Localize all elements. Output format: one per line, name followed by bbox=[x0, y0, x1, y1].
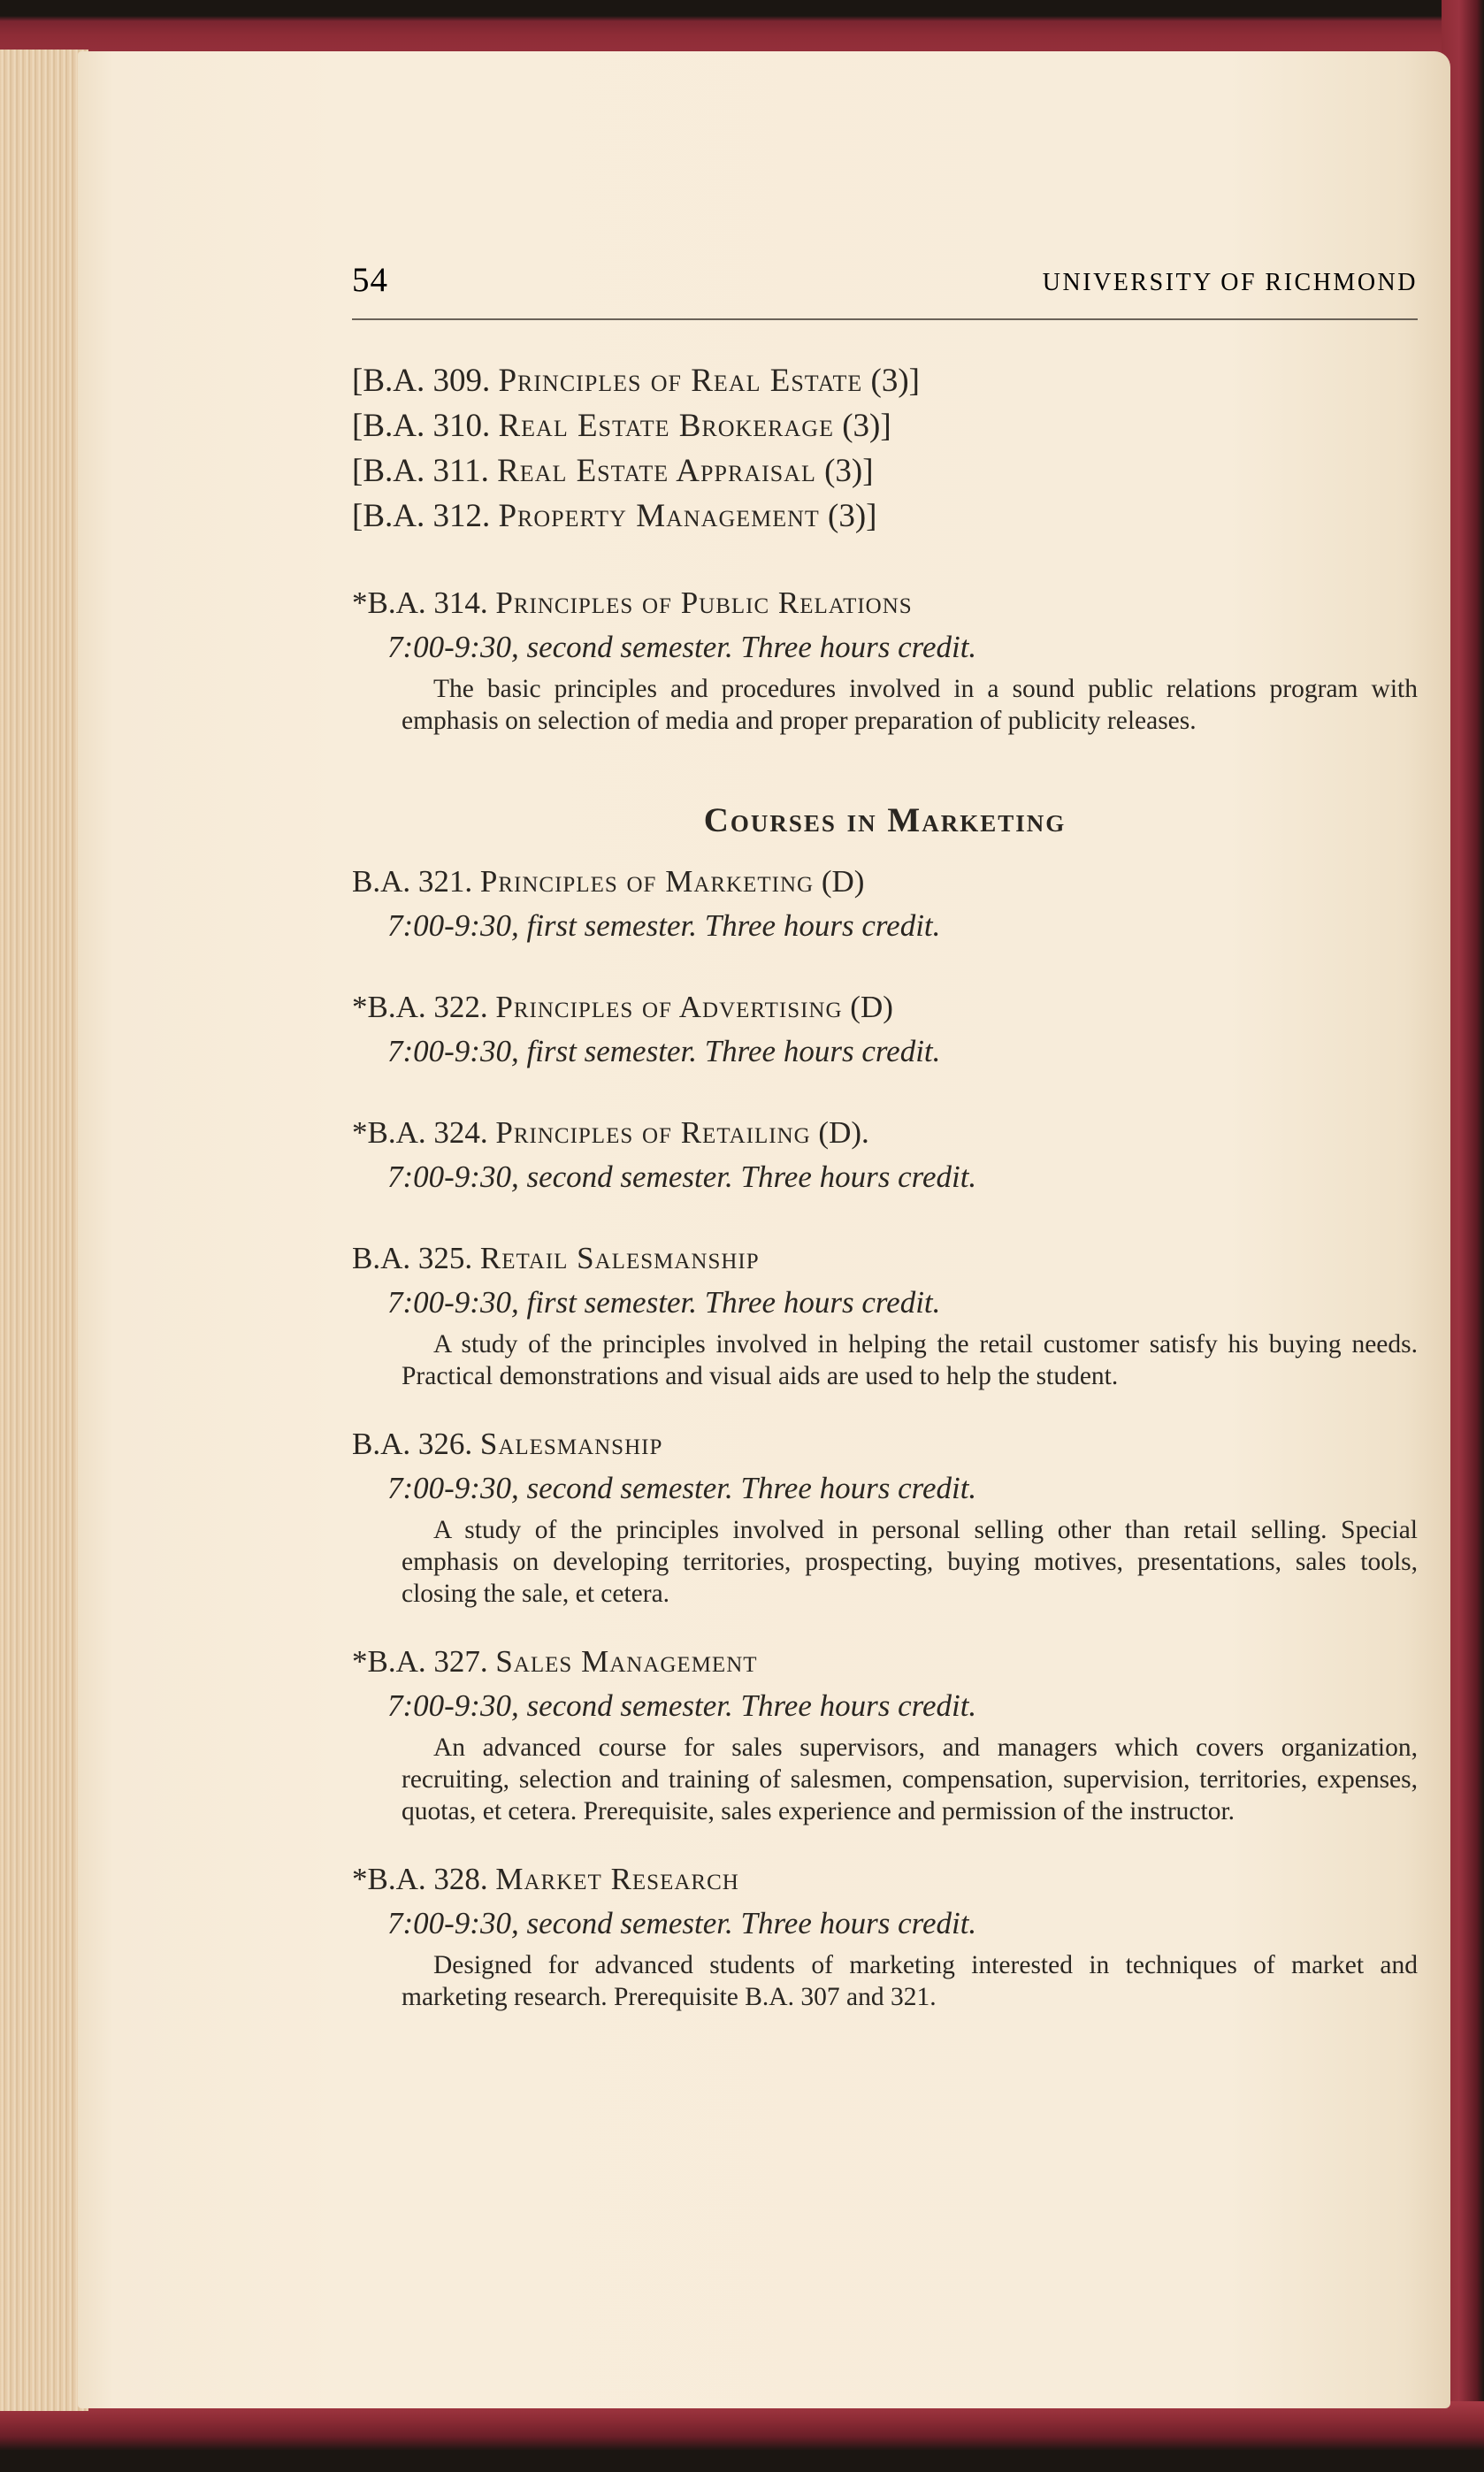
course-schedule: 7:00-9:30, second semester. Three hours credit. bbox=[387, 1688, 977, 1723]
page-edges bbox=[0, 50, 88, 2411]
course-entry bbox=[352, 1640, 1418, 1827]
course-heading bbox=[352, 1640, 1418, 1684]
section-heading: Courses in Marketing bbox=[703, 801, 1067, 839]
course-title: Principles of Retailing bbox=[495, 1115, 811, 1150]
course-schedule: 7:00-9:30, second semester. Three hours credit. bbox=[387, 1471, 977, 1505]
running-title: UNIVERSITY OF RICHMOND bbox=[1042, 269, 1418, 296]
course-heading bbox=[352, 985, 1418, 1029]
course-number: B.A. 321. bbox=[352, 864, 473, 899]
book-cover-bottom bbox=[0, 2401, 1484, 2472]
course-number: [B.A. 312. bbox=[352, 498, 491, 534]
course-title: Retail Salesmanship bbox=[479, 1241, 760, 1275]
bracketed-course-list bbox=[352, 358, 1418, 539]
course-title: Market Research bbox=[495, 1862, 739, 1896]
course-number: *B.A. 314. bbox=[352, 585, 488, 620]
bracketed-course bbox=[352, 494, 1418, 539]
course-number: *B.A. 328. bbox=[352, 1862, 488, 1896]
course-entry bbox=[352, 1236, 1418, 1392]
course-heading bbox=[352, 581, 1418, 625]
course-title: Salesmanship bbox=[479, 1427, 663, 1461]
course-suffix: (D) bbox=[821, 864, 865, 899]
course-heading bbox=[352, 1422, 1418, 1466]
course-heading bbox=[352, 1236, 1418, 1281]
course-schedule: 7:00-9:30, first semester. Three hours credit. bbox=[387, 1034, 941, 1068]
course-title: Real Estate Appraisal bbox=[497, 453, 816, 489]
course-credit: (3)] bbox=[870, 363, 920, 399]
course-credit: (3)] bbox=[824, 453, 874, 489]
course-schedule: 7:00-9:30, first semester. Three hours credit. bbox=[387, 1285, 941, 1320]
course-description: A study of the principles involved in personal selling other than retail selling. Special emphasis on developing territories, prospecting, buying motives, presentations, sales tools, closing the sale, et cetera. bbox=[402, 1516, 1418, 1608]
course-title: Principles of Advertising bbox=[495, 990, 843, 1024]
course-title: Principles of Marketing bbox=[479, 864, 815, 899]
course-heading bbox=[352, 860, 1418, 904]
course-number: *B.A. 322. bbox=[352, 990, 488, 1024]
course-description: A study of the principles involved in helping the retail customer satisfy his buying needs. Practical demonstrations and visual aids are used to help the student. bbox=[402, 1330, 1418, 1390]
course-entry bbox=[352, 985, 1418, 1074]
course-schedule: 7:00-9:30, first semester. Three hours credit. bbox=[387, 908, 941, 943]
course-schedule: 7:00-9:30, second semester. Three hours credit. bbox=[387, 1159, 977, 1194]
page-number: 54 bbox=[352, 261, 388, 299]
bracketed-course bbox=[352, 358, 1418, 403]
course-suffix: (D). bbox=[818, 1115, 869, 1150]
course-heading bbox=[352, 1857, 1418, 1902]
course-entry bbox=[352, 1111, 1418, 1199]
running-head bbox=[352, 256, 1418, 320]
course-number: [B.A. 310. bbox=[352, 408, 491, 444]
course-entry bbox=[352, 1422, 1418, 1610]
course-suffix: (D) bbox=[850, 990, 893, 1024]
course-schedule: 7:00-9:30, second semester. Three hours credit. bbox=[387, 630, 977, 664]
course-schedule: 7:00-9:30, second semester. Three hours credit. bbox=[387, 1906, 977, 1940]
course-entry bbox=[352, 1857, 1418, 2013]
course-credit: (3)] bbox=[842, 408, 891, 444]
course-title: Principles of Public Relations bbox=[495, 585, 913, 620]
course-description: The basic principles and procedures involved in a sound public relations program with emphasis on selection of media and proper preparation of publicity releases. bbox=[402, 675, 1418, 735]
course-title: Property Management bbox=[498, 498, 820, 534]
course-number: [B.A. 309. bbox=[352, 363, 491, 399]
course-number: *B.A. 324. bbox=[352, 1115, 488, 1150]
course-title: Sales Management bbox=[495, 1644, 758, 1679]
course-heading bbox=[352, 1111, 1418, 1155]
page-body bbox=[352, 358, 1418, 2013]
course-number: [B.A. 311. bbox=[352, 453, 489, 489]
course-entry-public-relations bbox=[352, 581, 1418, 737]
course-number: B.A. 326. bbox=[352, 1427, 473, 1461]
course-description: Designed for advanced students of marketing interested in techniques of market and marketing research. Prerequisite B.A. 307 and 321. bbox=[402, 1951, 1418, 2011]
course-title: Principles of Real Estate bbox=[498, 363, 863, 399]
course-number: *B.A. 327. bbox=[352, 1644, 488, 1679]
course-description: An advanced course for sales supervisors, and managers which covers organization, recruiting, selection and training of salesmen, compensation, supervision, territories, expenses, quotas, et cetera. Prerequisite, sales experience and permission of the instructor. bbox=[402, 1733, 1418, 1825]
course-title: Real Estate Brokerage bbox=[498, 408, 834, 444]
course-credit: (3)] bbox=[828, 498, 877, 534]
course-entry bbox=[352, 860, 1418, 948]
course-number: B.A. 325. bbox=[352, 1241, 473, 1275]
bracketed-course bbox=[352, 448, 1418, 494]
bracketed-course bbox=[352, 403, 1418, 448]
